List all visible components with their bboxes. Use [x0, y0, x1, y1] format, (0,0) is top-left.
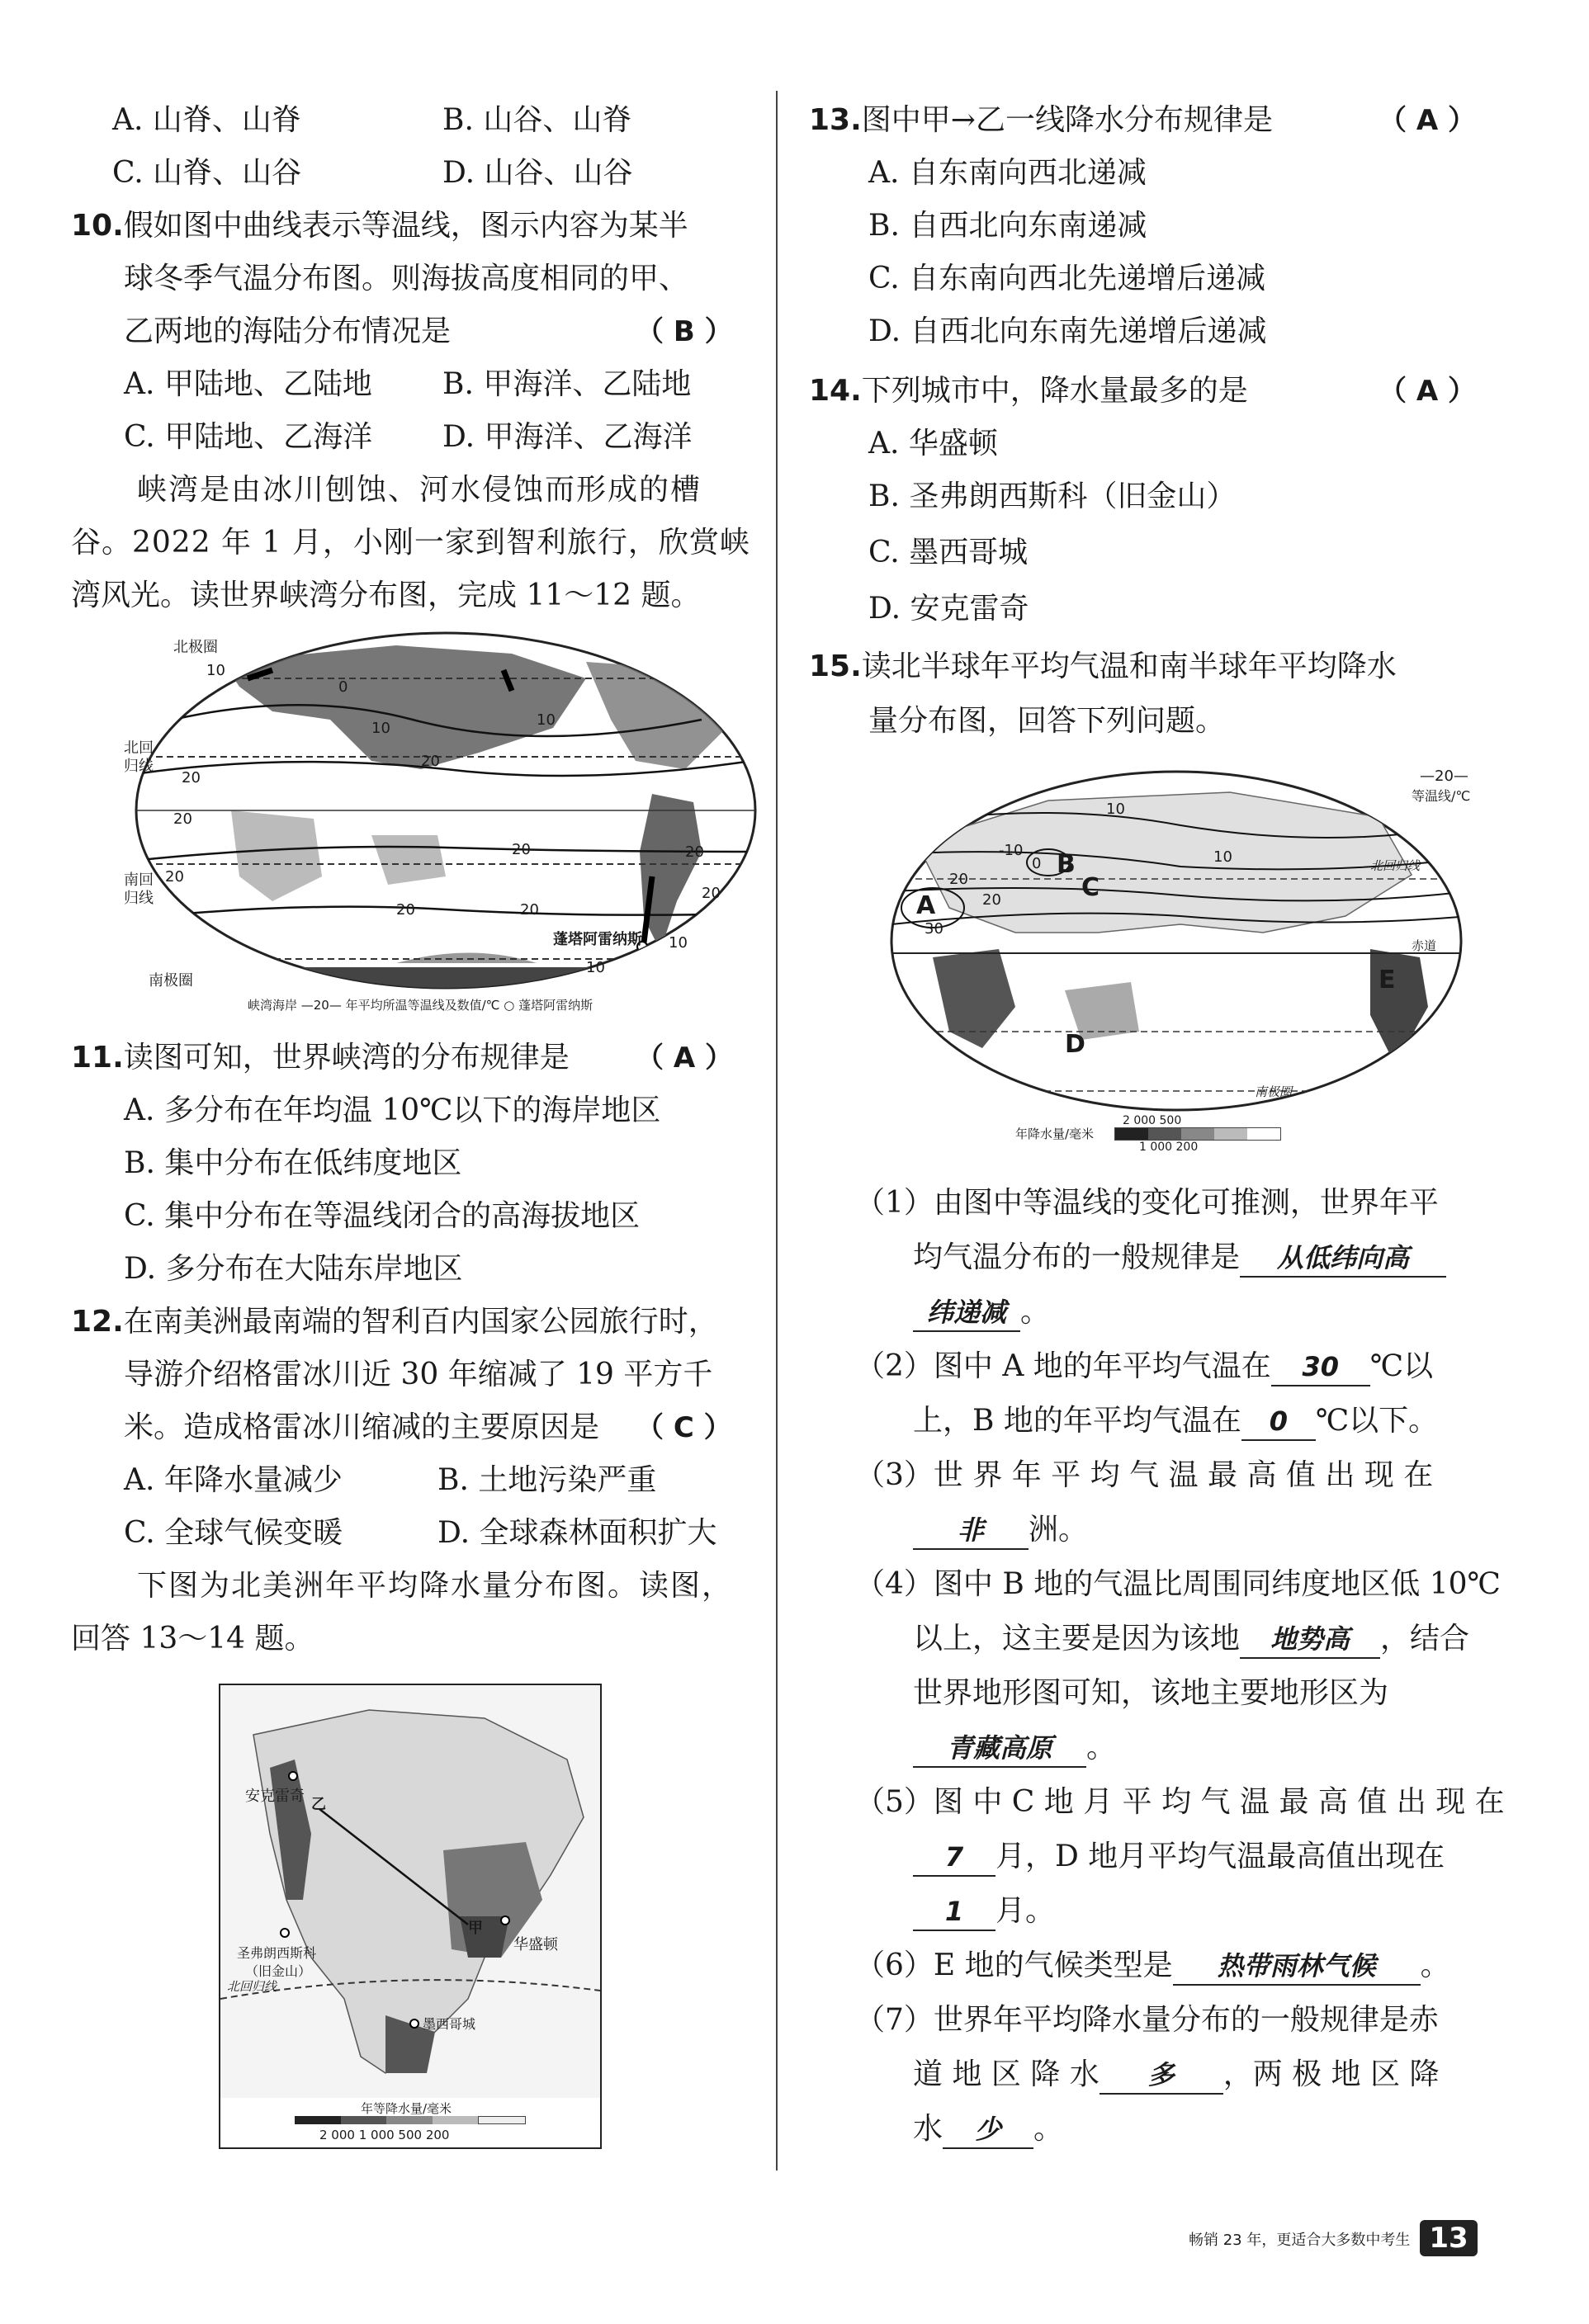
washington-label: 华盛顿	[513, 1936, 558, 1953]
fjord-map-figure	[124, 629, 768, 1017]
sub7-end: 。	[1033, 2112, 1064, 2146]
tropic-north-label: 北回	[124, 739, 154, 757]
passage1-line-1: 峡湾是由冰川刨蚀、河水侵蚀而形成的槽	[137, 473, 702, 507]
passage1-line-2: 谷。2022 年 1 月，小刚一家到智利旅行，欣赏峡	[71, 526, 750, 560]
sub5-answer-1: 7	[913, 1839, 995, 1877]
q12-number: 12.	[71, 1305, 124, 1339]
sub7-answer-1: 多	[1100, 2057, 1223, 2095]
yi-label: 乙	[311, 1796, 326, 1813]
sub4-answer-1: 地势高	[1240, 1621, 1380, 1659]
sub7-line-2a: 道 地 区 降 水	[913, 2057, 1100, 2091]
q14-option-d: D. 安克雷奇	[868, 592, 1029, 626]
q14-option-c: C. 墨西哥城	[868, 536, 1029, 569]
precip-legend-title: 年降水量/毫米	[1015, 1127, 1095, 1141]
q12-option-d: D. 全球森林面积扩大	[437, 1516, 717, 1550]
q10-option-b: B. 甲海洋、乙陆地	[442, 367, 692, 401]
sub2-answer-2: 0	[1241, 1403, 1316, 1441]
q9-option-b: B. 山谷、山脊	[442, 103, 632, 137]
na-legend-bar	[295, 2116, 526, 2124]
sub7-line-1: （7）世界年平均降水量分布的一般规律是赤	[855, 2003, 1439, 2037]
q11-answer: （ A ）	[636, 1042, 733, 1075]
q13-number: 13.	[809, 103, 862, 137]
sub1-line-1: （1）由图中等温线的变化可推测，世界年平	[855, 1186, 1439, 1220]
sub1-line-2-text: 均气温分布的一般规律是	[913, 1240, 1241, 1274]
iso-value: 20	[685, 843, 704, 861]
sub4-line-4	[913, 1728, 1116, 1768]
q15-number: 15.	[809, 649, 862, 683]
sub4-line-1: （4）图中 B 地的气温比周围同纬度地区低 10℃	[855, 1567, 1501, 1601]
iso-value: 20	[173, 810, 192, 828]
sub1-end: 。	[1020, 1295, 1051, 1329]
sub4-end: 。	[1086, 1731, 1117, 1764]
sub4-line-2a: 以上，这主要是因为该地	[913, 1622, 1241, 1656]
q13-answer: （ A ）	[1379, 104, 1476, 137]
precip-legend-bottom: 1 000 200	[1139, 1141, 1199, 1154]
page-number: 13	[1420, 2220, 1478, 2256]
q11-option-b: B. 集中分布在低纬度地区	[124, 1146, 462, 1180]
sub5-line-1: （5）图 中 C 地 月 平 均 气 温 最 高 值 出 现 在	[855, 1785, 1505, 1819]
q10-answer: （ B ）	[636, 315, 733, 348]
q13-option-b: B. 自西北向东南递减	[868, 209, 1147, 243]
sub4-line-2b: ，结合	[1380, 1622, 1470, 1656]
sub5-line-2b: 月，D 地月平均气温最高值出现在	[995, 1840, 1445, 1873]
washington-marker	[501, 1916, 509, 1925]
sub7-line-2b: ，两 极 地 区 降	[1222, 2057, 1440, 2091]
passage1-line-3: 湾风光。读世界峡湾分布图，完成 11～12 题。	[71, 579, 701, 612]
sub4-line-3: 世界地形图可知，该地主要地形区为	[913, 1676, 1389, 1710]
na-legend-title: 年等降水量/毫米	[361, 2101, 452, 2116]
q14-number: 14.	[809, 374, 862, 408]
q10-stem-3: 乙两地的海陆分布情况是	[124, 314, 452, 348]
iso-value: 30	[925, 920, 943, 938]
sub5-line-3b: 月。	[995, 1894, 1056, 1928]
sub1-answer-1: 从低纬向高	[1240, 1240, 1446, 1278]
isotherm-legend-text: 等温线/℃	[1412, 788, 1471, 804]
sub7-answer-2: 少	[943, 2111, 1033, 2149]
q10-option-c: C. 甲陆地、乙海洋	[124, 420, 373, 454]
iso-value: -10	[999, 842, 1024, 859]
q12-stem-1-text: 在南美洲最南端的智利百内国家公园旅行时，	[123, 1305, 718, 1339]
sub6-line-1	[855, 1946, 1450, 1986]
footer-slogan: 畅销 23 年，更适合大多数中考生	[1189, 2232, 1411, 2249]
sub1-answer-2: 纬递减	[913, 1294, 1020, 1332]
q12-option-a: A. 年降水量减少	[124, 1463, 343, 1497]
equator-label: 赤道	[1412, 938, 1437, 953]
q11-option-c: C. 集中分布在等温线闭合的高海拔地区	[124, 1199, 641, 1233]
q15-stem-2: 量分布图，回答下列问题。	[868, 704, 1226, 738]
sub2-line-1a: （2）图中 A 地的年平均气温在	[855, 1349, 1271, 1383]
iso-value: 20	[396, 901, 415, 919]
q11-option-d: D. 多分布在大陆东岸地区	[124, 1252, 463, 1286]
isotherm-legend-symbol: —20—	[1420, 768, 1468, 785]
iso-value: 10	[1106, 801, 1125, 818]
q14-stem	[809, 371, 1248, 411]
iso-value: 10	[669, 934, 688, 952]
q14-answer: （ A ）	[1379, 375, 1476, 408]
q10-stem-1	[71, 206, 688, 246]
iso-value: 20	[982, 891, 1001, 909]
precip-legend-bar	[1114, 1127, 1281, 1141]
q9-option-d: D. 山谷、山谷	[442, 156, 633, 190]
sub3-answer: 非	[913, 1512, 1029, 1550]
sub3-line-1: （3）世 界 年 平 均 气 温 最 高 值 出 现 在	[855, 1458, 1434, 1492]
iso-value: 20	[182, 769, 201, 786]
sub7-line-2	[913, 2055, 1440, 2095]
sub6-end: 。	[1420, 1948, 1450, 1982]
iso-value: 20	[702, 885, 721, 902]
sub7-line-3	[913, 2109, 1063, 2149]
q13-option-a: A. 自东南向西北递减	[868, 156, 1147, 190]
q10-stem-2: 球冬季气温分布图。则海拔高度相同的甲、	[124, 262, 689, 295]
iso-value: 10	[1213, 848, 1232, 866]
sub2-line-2a: 上，B 地的年平均气温在	[913, 1404, 1241, 1438]
tropic-north-line-label: 北回归线	[1370, 858, 1421, 873]
q11-option-a: A. 多分布在年均温 10℃以下的海岸地区	[124, 1094, 661, 1127]
sub2-answer-1: 30	[1271, 1349, 1370, 1386]
sub4-answer-2: 青藏高原	[913, 1730, 1086, 1768]
q11-stem	[71, 1038, 570, 1078]
q10-stem-1-text: 假如图中曲线表示等温线，图示内容为某半	[123, 209, 688, 243]
arctic-circle-label: 北极圈	[173, 639, 218, 656]
q10-option-a: A. 甲陆地、乙陆地	[124, 367, 372, 401]
q12-option-b: B. 土地污染严重	[437, 1463, 657, 1497]
q12-stem-2: 导游介绍格雷冰川近 30 年缩减了 19 平方千	[124, 1358, 713, 1391]
point-b-label: B	[1057, 850, 1076, 879]
sub2-line-2	[913, 1401, 1438, 1441]
iso-value: 20	[520, 901, 539, 919]
iso-value: 20	[421, 753, 440, 770]
punta-arenas-label: 蓬塔阿雷纳斯	[553, 931, 642, 948]
q9-option-c: C. 山脊、山谷	[112, 156, 302, 190]
q10-number: 10.	[71, 209, 124, 243]
sub3-line-2b: 洲。	[1029, 1513, 1089, 1547]
antarctic-line-label: 南极圈	[1255, 1084, 1293, 1099]
q13-option-c: C. 自东南向西北先递增后递减	[868, 262, 1266, 295]
q12-stem-3: 米。造成格雷冰川缩减的主要原因是	[124, 1410, 600, 1444]
passage2-line-2: 回答 13～14 题。	[71, 1622, 314, 1656]
fjord-map-legend: 峡湾海岸 —20— 年平均所温等温线及数值/℃ ○ 蓬塔阿雷纳斯	[248, 998, 594, 1013]
sub1-line-2	[913, 1238, 1446, 1278]
q14-option-b: B. 圣弗朗西斯科（旧金山）	[868, 479, 1237, 513]
iso-value: 0	[338, 678, 348, 696]
precip-legend-top: 2 000 500	[1123, 1114, 1182, 1127]
mexico-city-marker	[410, 2019, 419, 2028]
sub7-line-3a: 水	[913, 2112, 943, 2146]
sub6-line-1a: （6）E 地的气候类型是	[855, 1948, 1173, 1982]
sub6-answer: 热带雨林气候	[1173, 1948, 1421, 1986]
q11-number: 11.	[71, 1041, 124, 1075]
iso-value: 10	[206, 662, 225, 679]
anchorage-label: 安克雷奇	[245, 1788, 305, 1805]
q9-option-a: A. 山脊、山脊	[112, 103, 301, 137]
sub2-line-2b: ℃以下。	[1315, 1404, 1439, 1438]
sub5-answer-2: 1	[913, 1893, 995, 1931]
q12-option-c: C. 全球气候变暖	[124, 1516, 343, 1550]
sub3-line-2	[913, 1510, 1088, 1550]
tropic-south-label-2: 归线	[124, 890, 154, 907]
sf-label-2: （旧金山）	[245, 1963, 312, 1979]
q13-option-d: D. 自西北向东南先递增后递减	[868, 314, 1267, 348]
iso-value: 10	[537, 711, 556, 729]
iso-value: 10	[586, 959, 605, 976]
north-america-map-svg	[220, 1685, 600, 2098]
iso-value: 20	[512, 841, 531, 858]
point-c-label: C	[1081, 873, 1100, 902]
point-a-label: A	[916, 891, 936, 920]
iso-value: 0	[1032, 855, 1042, 872]
tropic-north-label-2: 归线	[124, 758, 154, 775]
iso-value: 20	[949, 871, 968, 888]
sub5-line-2	[913, 1837, 1445, 1877]
sub2-line-1b: ℃以	[1369, 1349, 1434, 1383]
q10-option-d: D. 甲海洋、乙海洋	[442, 420, 693, 454]
north-america-map-figure	[219, 1684, 602, 2149]
tropic-south-label: 南回	[124, 872, 154, 889]
sf-marker	[281, 1929, 289, 1937]
q13-stem	[809, 101, 1273, 140]
sub2-line-1	[855, 1347, 1433, 1386]
iso-value: 10	[371, 720, 390, 737]
q15-stem-1-text: 读北半球年平均气温和南半球年平均降水	[861, 649, 1397, 683]
q11-stem-text: 读图可知，世界峡湾的分布规律是	[123, 1041, 570, 1075]
q14-option-a: A. 华盛顿	[868, 427, 998, 461]
column-divider	[776, 91, 778, 2170]
sf-label: 圣弗朗西斯科	[237, 1945, 317, 1961]
na-legend-values: 2 000 1 000 500 200	[319, 2128, 450, 2142]
point-d-label: D	[1065, 1030, 1085, 1059]
sub1-line-3	[913, 1292, 1050, 1332]
passage2-line-1: 下图为北美洲年平均降水量分布图。读图，	[137, 1569, 734, 1603]
q15-stem-1	[809, 647, 1397, 687]
anchorage-marker	[289, 1772, 297, 1780]
q12-stem-1	[71, 1302, 718, 1342]
world-map-figure	[883, 768, 1511, 1172]
sub4-line-2	[913, 1619, 1469, 1659]
mexico-city-label: 墨西哥城	[423, 2016, 476, 2032]
point-e-label: E	[1379, 966, 1396, 994]
q13-stem-text: 图中甲→乙一线降水分布规律是	[861, 103, 1273, 137]
q14-stem-text: 下列城市中，降水量最多的是	[861, 374, 1248, 408]
iso-value: 20	[165, 868, 184, 886]
world-map-svg	[883, 768, 1478, 1114]
sub5-line-3	[913, 1892, 1055, 1931]
q12-answer: （ C ）	[636, 1411, 732, 1444]
jia-label: 甲	[468, 1920, 483, 1937]
tropic-label: 北回归线	[227, 1979, 277, 1994]
antarctic-circle-label: 南极圈	[149, 972, 193, 990]
